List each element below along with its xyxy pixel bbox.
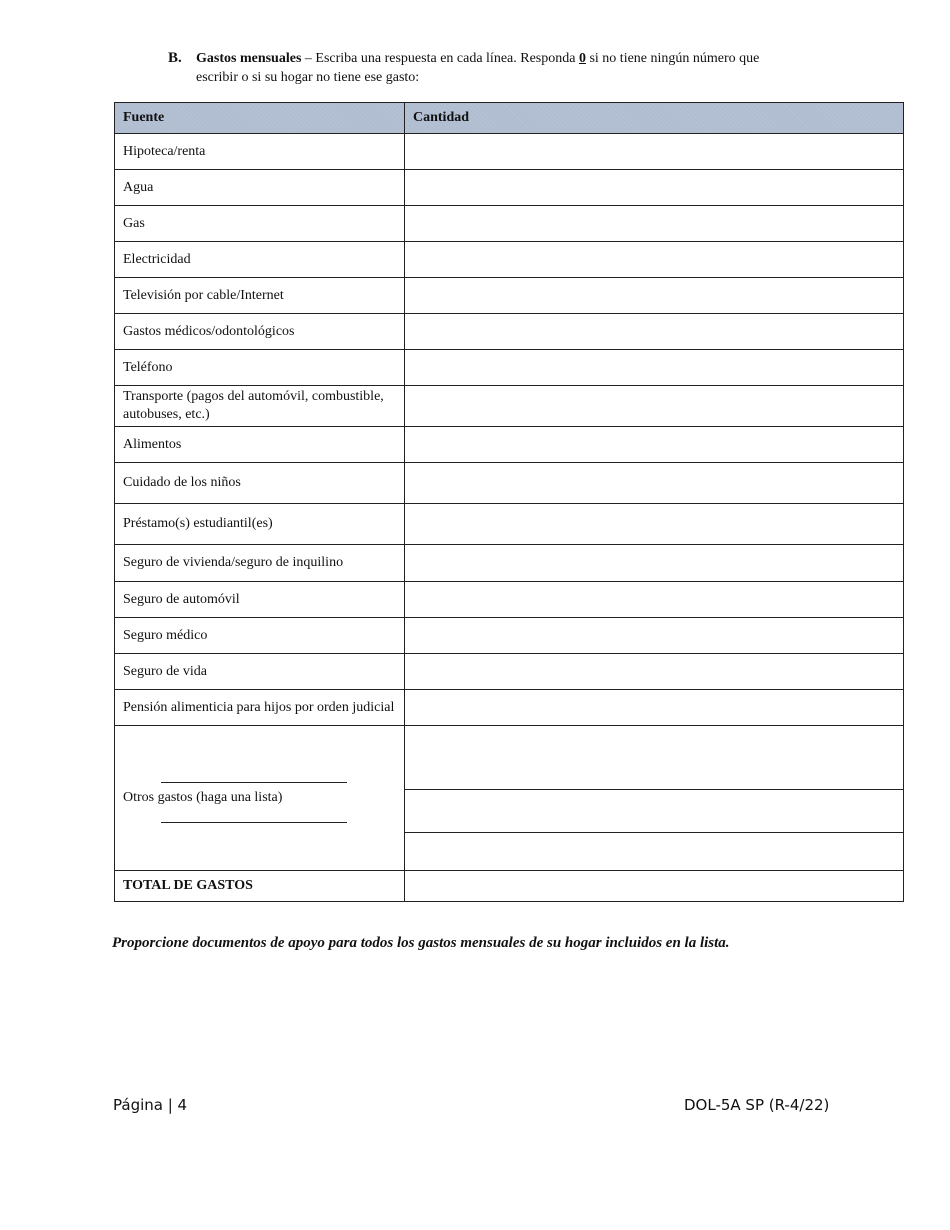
table-row bbox=[115, 618, 904, 654]
amount-field[interactable] bbox=[405, 545, 904, 582]
table-row bbox=[115, 350, 904, 386]
supporting-documents-notice: Proporcione documentos de apoyo para todos los gastos mensuales de su hogar incluidos en la lista. bbox=[112, 935, 730, 951]
zero-value: 0 bbox=[578, 51, 586, 66]
header-source: Fuente bbox=[115, 103, 405, 134]
amount-field[interactable] bbox=[405, 690, 904, 726]
amount-field[interactable] bbox=[405, 504, 904, 545]
amount-field[interactable] bbox=[405, 206, 904, 242]
row-label: Teléfono bbox=[115, 350, 405, 386]
table-row bbox=[115, 582, 904, 618]
table-row bbox=[115, 504, 904, 545]
instruction-part2: si no tiene ningún número que escribir o si su hogar no tiene ese gasto: bbox=[196, 51, 760, 85]
row-label: Agua bbox=[115, 170, 405, 206]
table-row bbox=[115, 690, 904, 726]
row-label: Pensión alimenticia para hijos por orden judicial bbox=[115, 690, 405, 726]
amount-field[interactable] bbox=[405, 314, 904, 350]
table-row bbox=[115, 134, 904, 170]
table-row bbox=[115, 206, 904, 242]
table-row bbox=[115, 427, 904, 463]
other-amount-field-3[interactable] bbox=[405, 833, 903, 870]
amount-field[interactable] bbox=[405, 386, 904, 427]
row-label: Hipoteca/renta bbox=[115, 134, 405, 170]
row-label: Gas bbox=[115, 206, 405, 242]
table-row bbox=[115, 386, 904, 427]
row-label: Alimentos bbox=[115, 427, 405, 463]
page-number: Página | 4 bbox=[113, 1096, 188, 1114]
row-label: Seguro de automóvil bbox=[115, 582, 405, 618]
section-instructions bbox=[196, 49, 778, 87]
table-row bbox=[115, 242, 904, 278]
amount-field[interactable] bbox=[405, 463, 904, 504]
amount-field[interactable] bbox=[405, 618, 904, 654]
amount-field[interactable] bbox=[405, 170, 904, 206]
other-expenses-row bbox=[115, 726, 904, 871]
amount-field[interactable] bbox=[405, 350, 904, 386]
row-label: Televisión por cable/Internet bbox=[115, 278, 405, 314]
table-row bbox=[115, 654, 904, 690]
row-label: Cuidado de los niños bbox=[115, 463, 405, 504]
amount-field[interactable] bbox=[405, 278, 904, 314]
table-row bbox=[115, 278, 904, 314]
total-label: TOTAL DE GASTOS bbox=[115, 871, 405, 902]
amount-field[interactable] bbox=[405, 242, 904, 278]
expenses-table bbox=[114, 102, 904, 902]
row-label: Electricidad bbox=[115, 242, 405, 278]
amount-field[interactable] bbox=[405, 654, 904, 690]
row-label: Seguro de vivienda/seguro de inquilino bbox=[115, 545, 405, 582]
table-row bbox=[115, 463, 904, 504]
other-expense-blank-1[interactable] bbox=[161, 782, 347, 783]
section-heading bbox=[168, 49, 778, 87]
other-expenses-amounts bbox=[405, 726, 904, 871]
other-amount-field-2[interactable] bbox=[405, 790, 903, 833]
amount-field[interactable] bbox=[405, 427, 904, 463]
header-amount: Cantidad bbox=[405, 103, 904, 134]
section-letter: B. bbox=[168, 50, 182, 66]
form-id: DOL-5A SP (R-4/22) bbox=[684, 1096, 830, 1114]
table-row bbox=[115, 314, 904, 350]
table-row bbox=[115, 545, 904, 582]
row-label: Seguro de vida bbox=[115, 654, 405, 690]
amount-field[interactable] bbox=[405, 134, 904, 170]
row-label: Gastos médicos/odontológicos bbox=[115, 314, 405, 350]
other-expenses-label: Otros gastos (haga una lista) bbox=[123, 790, 283, 805]
row-label: Seguro médico bbox=[115, 618, 405, 654]
section-title: Gastos mensuales bbox=[196, 51, 302, 66]
other-expenses-cell bbox=[115, 726, 405, 871]
total-amount-field[interactable] bbox=[405, 871, 904, 902]
instruction-part1: – Escriba una respuesta en cada línea. Responda bbox=[301, 51, 579, 66]
row-label: Transporte (pagos del automóvil, combustible, autobuses, etc.) bbox=[115, 386, 405, 427]
table-row bbox=[115, 170, 904, 206]
table-header-row bbox=[115, 103, 904, 134]
amount-field[interactable] bbox=[405, 582, 904, 618]
total-row bbox=[115, 871, 904, 902]
other-amount-field-1[interactable] bbox=[405, 726, 903, 790]
row-label: Préstamo(s) estudiantil(es) bbox=[115, 504, 405, 545]
other-expense-blank-2[interactable] bbox=[161, 822, 347, 823]
